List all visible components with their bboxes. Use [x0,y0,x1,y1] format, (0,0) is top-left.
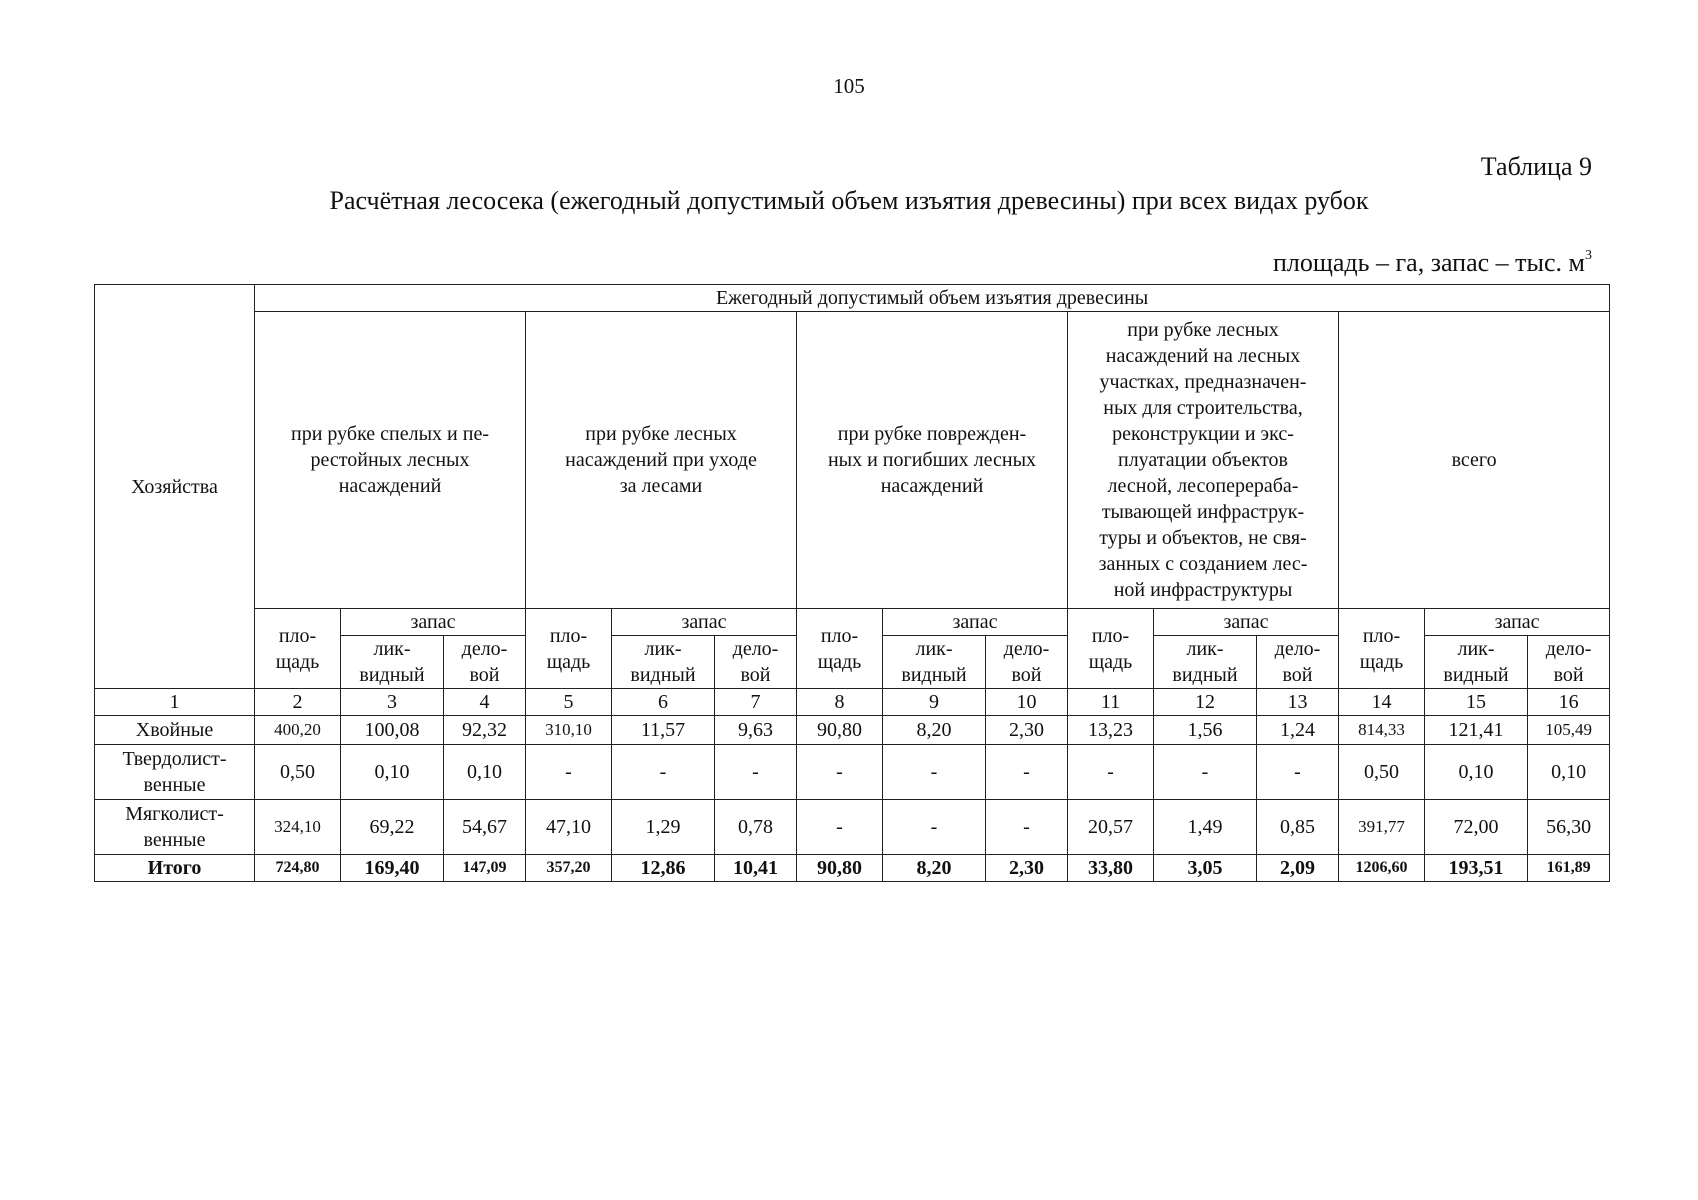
cell: - [797,745,883,800]
cell: 310,10 [526,716,612,745]
header-area: пло- щадь [1339,609,1425,689]
cell: 2,30 [986,855,1068,882]
cell: - [797,800,883,855]
cell: 3,05 [1154,855,1257,882]
cell: 1206,60 [1339,855,1425,882]
cell: 20,57 [1068,800,1154,855]
cell: - [1257,745,1339,800]
header-commercial: дело- вой [986,636,1068,689]
cell: 2,30 [986,716,1068,745]
cell: 169,40 [341,855,444,882]
column-number: 7 [715,689,797,716]
header-stock: запас [612,609,797,636]
cell: 72,00 [1425,800,1528,855]
header-category-damaged: при рубке поврежден- ных и погибших лесных насаждений [797,312,1068,609]
cell: - [526,745,612,800]
cell: 357,20 [526,855,612,882]
header-category-thinning: при рубке лесных насаждений при уходе за лесами [526,312,797,609]
cell: 0,78 [715,800,797,855]
row-name: Мягколист- венные [95,800,255,855]
cell: 9,63 [715,716,797,745]
units-note [1273,248,1592,278]
cell: - [1154,745,1257,800]
cell: 1,56 [1154,716,1257,745]
cell: 90,80 [797,716,883,745]
units-note-text: площадь – га, запас – тыс. м [1272,248,1585,277]
table-caption: Таблица 9 [1480,152,1592,181]
cell: 1,49 [1154,800,1257,855]
column-number: 15 [1425,689,1528,716]
column-number: 4 [444,689,526,716]
cell: 12,86 [612,855,715,882]
column-number: 16 [1528,689,1610,716]
header-liquid: лик- видный [612,636,715,689]
cell: 1,29 [612,800,715,855]
header-liquid: лик- видный [1425,636,1528,689]
header-commercial: дело- вой [1528,636,1610,689]
header-commercial: дело- вой [1257,636,1339,689]
cell: 147,09 [444,855,526,882]
cell: 0,50 [1339,745,1425,800]
cell: 69,22 [341,800,444,855]
header-commercial: дело- вой [715,636,797,689]
table-row [95,745,1610,800]
cell: - [883,745,986,800]
column-number: 14 [1339,689,1425,716]
header-stock: запас [341,609,526,636]
header-liquid: лик- видный [341,636,444,689]
total-row [95,855,1610,882]
cell: 8,20 [883,716,986,745]
cell: 324,10 [255,800,341,855]
column-number: 2 [255,689,341,716]
cell: 0,10 [444,745,526,800]
column-number: 12 [1154,689,1257,716]
cell: 193,51 [1425,855,1528,882]
header-row-group [95,285,1610,312]
cell: 47,10 [526,800,612,855]
row-name: Твердолист- венные [95,745,255,800]
cell: 33,80 [1068,855,1154,882]
cell: 56,30 [1528,800,1610,855]
column-number: 6 [612,689,715,716]
cell: 2,09 [1257,855,1339,882]
column-number: 10 [986,689,1068,716]
cell: 8,20 [883,855,986,882]
page-number: 105 [833,74,865,98]
cell: - [986,800,1068,855]
header-stock: запас [1425,609,1610,636]
cell: 100,08 [341,716,444,745]
column-number: 9 [883,689,986,716]
header-stock: запас [883,609,1068,636]
column-number: 8 [797,689,883,716]
cell: 105,49 [1528,716,1610,745]
cell: 724,80 [255,855,341,882]
header-category-mature: при рубке спелых и пе- рестойных лесных насаждений [255,312,526,609]
header-area: пло- щадь [797,609,883,689]
header-row-categories [95,312,1610,609]
cell: 54,67 [444,800,526,855]
cell: 391,77 [1339,800,1425,855]
column-number: 3 [341,689,444,716]
cell: 11,57 [612,716,715,745]
units-note-superscript: 3 [1585,248,1592,263]
header-area: пло- щадь [255,609,341,689]
column-number: 5 [526,689,612,716]
cell: 0,85 [1257,800,1339,855]
cell: - [1068,745,1154,800]
allowable-cut-table [94,284,1610,882]
header-liquid: лик- видный [1154,636,1257,689]
cell: 121,41 [1425,716,1528,745]
header-stock: запас [1154,609,1339,636]
table-row [95,800,1610,855]
header-area: пло- щадь [526,609,612,689]
cell: 814,33 [1339,716,1425,745]
row-name: Хвойные [95,716,255,745]
row-name: Итого [95,855,255,882]
cell: 0,10 [1528,745,1610,800]
header-category-construction: при рубке лесных насаждений на лесных участках, предназначен- ных для строительства, реконструкции и экс- плуатации объектов лесной, лесоперераба- тывающей инфраструк- туры и объектов, не свя- занных с созданием лес- ной инфраструктуры [1068,312,1339,609]
column-number: 13 [1257,689,1339,716]
column-numbers-row [95,689,1610,716]
header-liquid: лик- видный [883,636,986,689]
cell: 161,89 [1528,855,1610,882]
cell: 1,24 [1257,716,1339,745]
column-number: 1 [95,689,255,716]
header-area: пло- щадь [1068,609,1154,689]
cell: 13,23 [1068,716,1154,745]
header-commercial: дело- вой [444,636,526,689]
cell: 90,80 [797,855,883,882]
header-farms: Хозяйства [95,285,255,689]
cell: - [612,745,715,800]
cell: 0,10 [1425,745,1528,800]
column-number: 11 [1068,689,1154,716]
document-title: Расчётная лесосека (ежегодный допустимый объем изъятия древесины) при всех видах рубок [329,186,1369,215]
header-row-stock [95,609,1610,636]
header-category-total: всего [1339,312,1610,609]
table-row [95,716,1610,745]
cell: 92,32 [444,716,526,745]
header-group: Ежегодный допустимый объем изъятия древесины [255,285,1610,312]
cell: 400,20 [255,716,341,745]
cell: - [986,745,1068,800]
cell: - [715,745,797,800]
cell: 10,41 [715,855,797,882]
cell: 0,50 [255,745,341,800]
cell: - [883,800,986,855]
cell: 0,10 [341,745,444,800]
